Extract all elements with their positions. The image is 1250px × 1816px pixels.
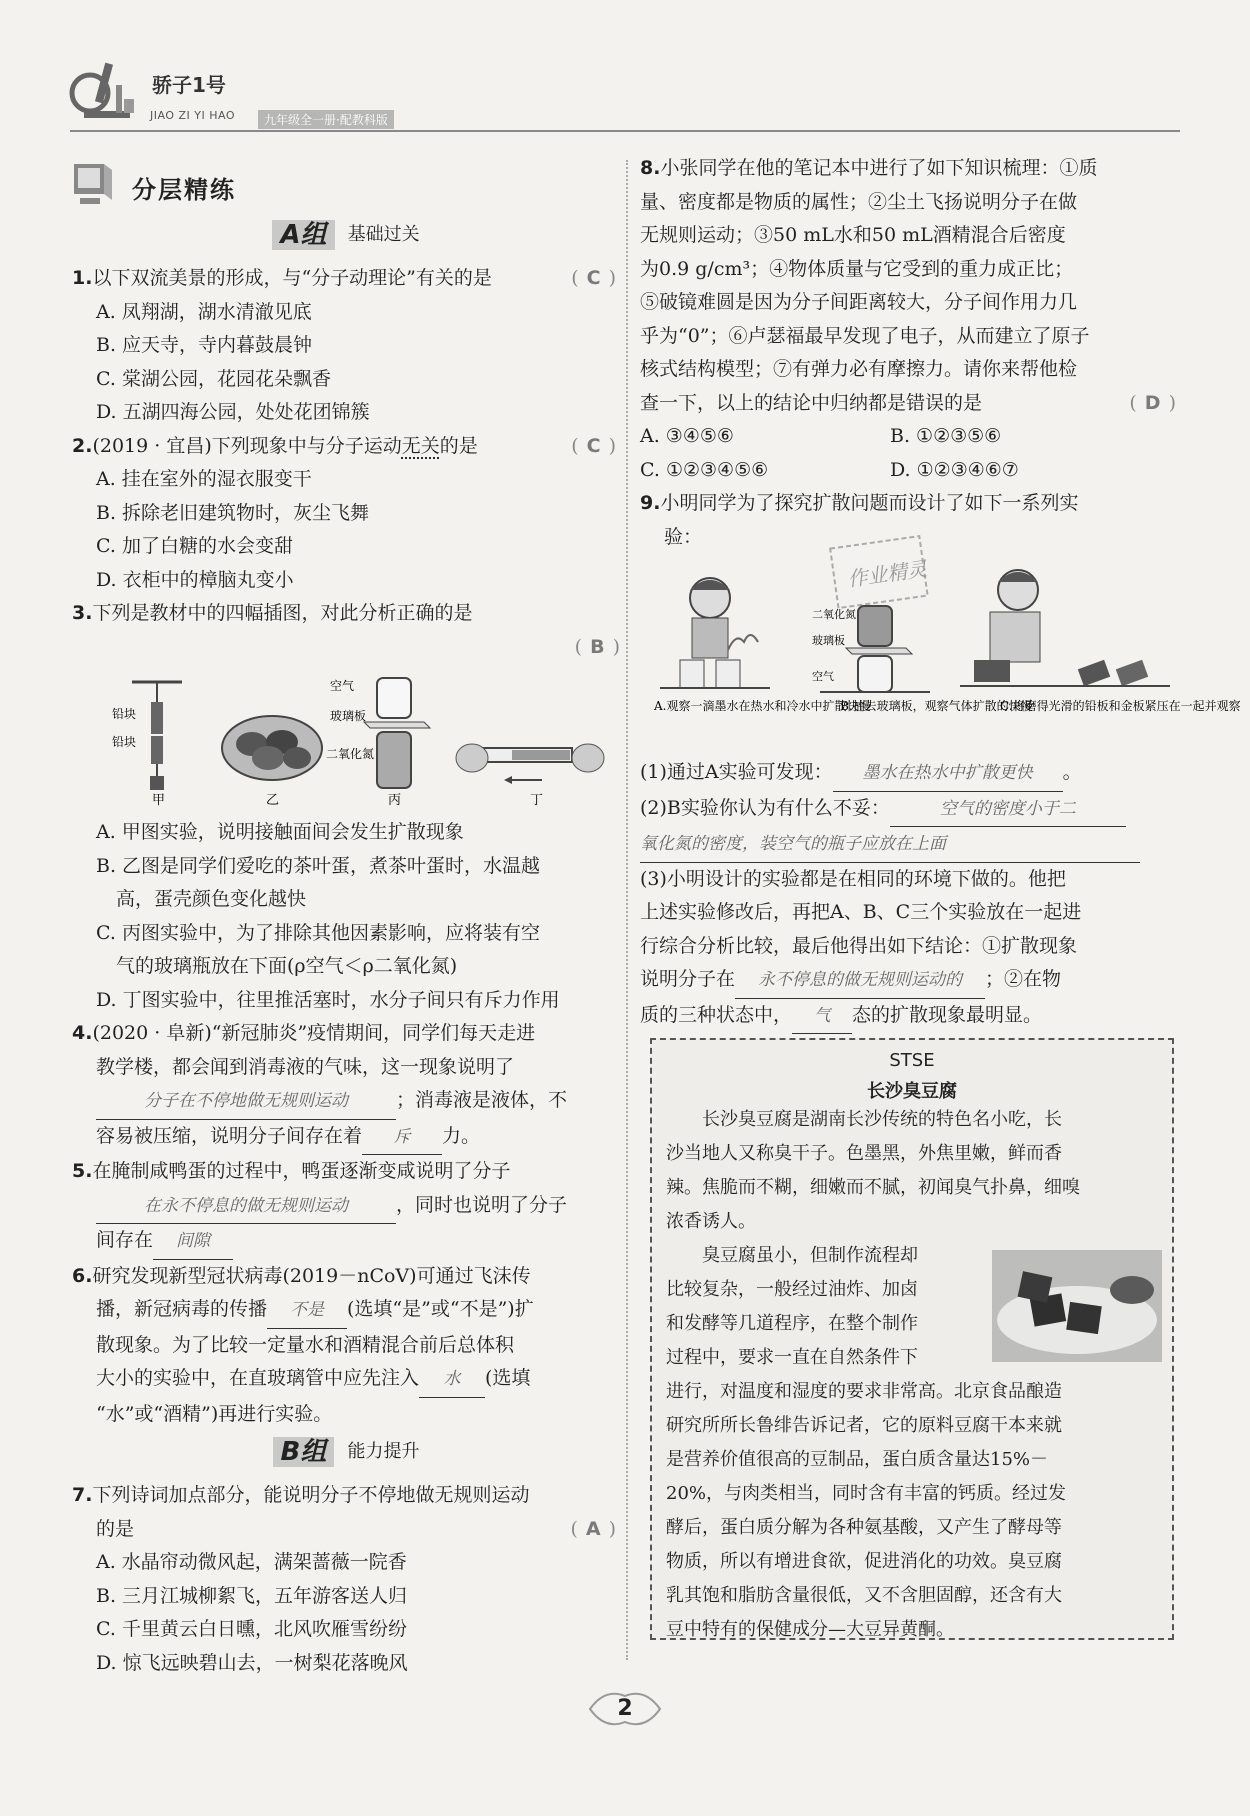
q9-sub3-blank-2: 气 <box>792 1000 852 1035</box>
stse-p2-line-8: 20%，与肉类相当，同时含有丰富的钙质。经过发 <box>666 1483 1067 1504</box>
q5-line-3a: 间存在 <box>96 1229 154 1251</box>
q6-line-3: 散现象。为了比较一定量水和酒精混合前后总体积 <box>96 1333 515 1356</box>
stse-p2-line-9: 酵后，蛋白质分解为各种氨基酸，又产生了酵母等 <box>666 1517 1062 1538</box>
fig-b-label-no2: 二氧化氮 <box>812 608 856 621</box>
q3-option-c-cont: 气的玻璃瓶放在下面(ρ空气＜ρ二氧化氮) <box>116 955 458 977</box>
q6-line-2b: (选填“是”或“不是”)扩 <box>347 1298 534 1320</box>
q8-answer: D <box>1144 391 1161 414</box>
stse-p2-line-12: 豆中特有的保健成分—大豆异黄酮。 <box>666 1619 954 1640</box>
stse-reading-box <box>650 1038 1174 1640</box>
fig-label-glass: 玻璃板 <box>330 709 367 723</box>
q5-answer-blank-2: 间隙 <box>153 1225 233 1260</box>
fig-b-label-air: 空气 <box>812 670 834 683</box>
q2-option-a: A. 挂在室外的湿衣服变干 <box>96 468 312 490</box>
q9-sub1-blank: 墨水在热水中扩散更快 <box>833 757 1063 792</box>
q4-answer-blank-2: 斥 <box>362 1121 442 1156</box>
q8-line-5: ⑤破镜难圆是因为分子间距离较大，分子间作用力几 <box>640 291 1078 313</box>
stse-p2-line-7: 是营养价值很高的豆制品，蛋白质含量达15%－ <box>666 1449 1049 1470</box>
q9-number: 9. <box>640 492 661 514</box>
q3-answer: B <box>590 635 605 658</box>
q9-sub3-line-4b: ；②在物 <box>985 968 1062 990</box>
q4-line-2: 教学楼，都会闻到消毒液的气味，这一现象说明了 <box>96 1055 515 1078</box>
q3-stem: 下列是教材中的四幅插图，对此分析正确的是 <box>92 602 473 624</box>
q7-stem-1: 下列诗词加点部分，能说明分子不停地做无规则运动 <box>92 1484 530 1506</box>
q8-number: 8. <box>640 157 661 179</box>
left-column <box>72 160 620 1680</box>
q9-sub3-line-5b: 态的扩散现象最明显。 <box>852 1003 1043 1026</box>
q7-answer: A <box>585 1517 601 1540</box>
q6-number: 6. <box>72 1264 93 1287</box>
q4-number: 4. <box>72 1022 93 1044</box>
q3-option-d: D. 丁图实验中，往里推活塞时，水分子间只有斥力作用 <box>96 988 560 1011</box>
q8-option-c: C. ①②③④⑤⑥ <box>640 458 769 481</box>
q1-answer: C <box>586 267 601 289</box>
q1-number: 1. <box>72 267 93 289</box>
q8-line-4: 为0.9 g/cm³；④物体质量与它受到的重力成正比； <box>640 257 1074 280</box>
q2-option-c: C. 加了白糖的水会变甜 <box>96 535 293 557</box>
q8-option-a: A. ③④⑤⑥ <box>640 425 734 447</box>
q8-option-b: B. ①②③⑤⑥ <box>890 425 1002 447</box>
stse-label: STSE <box>889 1050 935 1071</box>
stse-p1-line-4: 浓香诱人。 <box>666 1211 756 1232</box>
q6-answer-blank-2: 水 <box>419 1363 485 1398</box>
question-3 <box>72 597 620 1017</box>
q3-figure <box>72 672 620 808</box>
fig-c-boy-plates <box>960 570 1170 686</box>
q9-sub3-line-3: 行综合分析比较，最后他得出如下结论：①扩散现象 <box>640 934 1078 957</box>
fig-caption-a: A.观察一滴墨水在热水和冷水中扩散快慢 <box>654 699 871 713</box>
q4-line-3: ；消毒液是液体，不 <box>396 1089 568 1111</box>
fig-label-jia: 甲 <box>152 793 166 808</box>
fig-label-no2: 二氧化氮 <box>326 747 375 761</box>
fig-label-lead-1: 铅块 <box>112 707 137 721</box>
question-1 <box>72 262 620 430</box>
fig-caption-b: B.抽去玻璃板，观察气体扩散的快慢 <box>840 699 1033 713</box>
q7-option-d: D. 惊飞远映碧山去，一树梨花落晚风 <box>96 1651 408 1674</box>
q1-option-c: C. 棠湖公园，花园花朵飘香 <box>96 367 331 390</box>
q3-option-a: A. 甲图实验，说明接触面间会发生扩散现象 <box>96 821 464 843</box>
q9-sub3-blank-1: 永不停息的做无规则运动的 <box>735 964 985 999</box>
q5-line-1: 在腌制咸鸭蛋的过程中，鸭蛋逐渐变咸说明了分子 <box>92 1160 511 1182</box>
q9-sub2-blank-1: 空气的密度小于二 <box>890 793 1126 828</box>
q2-stem-b: 的是 <box>439 434 478 457</box>
page-header <box>70 55 1180 135</box>
grade-label: 九年级全一册·配教科版 <box>258 110 394 129</box>
group-b-heading <box>72 1437 620 1473</box>
q4-line-4a: 容易被压缩，说明分子间存在着 <box>96 1124 363 1147</box>
q6-line-5: “水”或“酒精”)再进行实验。 <box>96 1402 333 1425</box>
q7-answer-bracket: ( A ) <box>570 1517 616 1540</box>
q8-line-7: 核式结构模型；⑦有弹力必有摩擦力。请你来帮他检 <box>640 358 1078 380</box>
question-4 <box>72 1017 620 1155</box>
stse-p1-line-1: 长沙臭豆腐是湖南长沙传统的特色名小吃，长 <box>702 1109 1062 1130</box>
q3-option-b-cont: 高，蛋壳颜色变化越快 <box>116 888 307 910</box>
section-header <box>72 160 620 214</box>
brand-name: 骄子1号 <box>152 73 226 97</box>
q3-option-b: B. 乙图是同学们爱吃的茶叶蛋，煮茶叶蛋时，水温越 <box>96 854 541 877</box>
q9-figure <box>640 556 1241 746</box>
fig-label-yi: 乙 <box>266 793 280 808</box>
q1-option-a: A. 凤翔湖，湖水清澈见底 <box>96 300 312 323</box>
q2-stem-emphasis: 无关 <box>401 434 440 457</box>
fig-jia-lead-blocks <box>132 682 182 790</box>
q9-sub3-line-5a: 质的三种状态中， <box>640 1003 793 1026</box>
fig-caption-c: C.将磨得光滑的铅板和金板紧压在一起并观察 <box>1000 699 1241 713</box>
q7-stem-2: 的是 <box>96 1517 135 1540</box>
stse-p2-line-4: 过程中，要求一直在自然条件下 <box>666 1347 918 1368</box>
q8-line-6: 乎为“0”；⑥卢瑟福最早发现了电子，从而建立了原子 <box>640 324 1090 347</box>
q4-line-1: (2020 · 阜新)“新冠肺炎”疫情期间，同学们每天走进 <box>92 1022 536 1044</box>
right-column <box>640 152 1241 1034</box>
group-a-subtitle: 基础过关 <box>347 224 420 245</box>
q5-line-2: ，同时也说明了分子 <box>396 1193 568 1216</box>
question-2 <box>72 430 620 598</box>
fig-ding-syringe <box>456 744 604 784</box>
q2-answer-bracket: ( C ) <box>571 434 616 457</box>
fig-label-ding: 丁 <box>530 793 544 808</box>
q1-stem: 以下双流美景的形成，与“分子动理论”有关的是 <box>92 267 492 289</box>
fig-a-boy-beakers <box>660 578 770 688</box>
q4-line-4b: 力。 <box>442 1124 481 1147</box>
q9-sub3-line-1: (3)小明设计的实验都是在相同的环境下做的。他把 <box>640 867 1066 890</box>
stse-p2-line-10: 物质，所以有增进食欲，促进消化的功效。臭豆腐 <box>666 1551 1062 1572</box>
q8-line-8: 查一下，以上的结论中归纳都是错误的是 <box>640 391 983 414</box>
q9-sub2-blank-2: 氧化氮的密度，装空气的瓶子应放在上面 <box>640 828 1140 863</box>
q7-number: 7. <box>72 1484 93 1506</box>
stse-p2-line-1: 臭豆腐虽小，但制作流程却 <box>702 1245 918 1266</box>
q8-option-d: D. ①②③④⑥⑦ <box>890 458 1019 481</box>
q9-sub3-line-2: 上述实验修改后，再把A、B、C三个实验放在一起进 <box>640 901 1082 923</box>
group-b-subtitle: 能力提升 <box>347 1441 420 1462</box>
fig-yi-tea-eggs <box>222 716 322 780</box>
q3-number: 3. <box>72 602 93 624</box>
q1-answer-bracket: ( C ) <box>571 267 616 289</box>
fig-label-lead-2: 铅块 <box>112 735 137 749</box>
q8-line-2: 量、密度都是物质的属性；②尘土飞扬说明分子在做 <box>640 190 1078 213</box>
microscope-logo-icon <box>70 55 140 127</box>
stse-p2-line-5: 进行，对温度和湿度的要求非常高。北京食品酿造 <box>666 1381 1062 1402</box>
stinky-tofu-photo <box>992 1250 1162 1362</box>
q5-number: 5. <box>72 1160 93 1182</box>
question-7 <box>72 1479 620 1680</box>
q2-option-b: B. 拆除老旧建筑物时，灰尘飞舞 <box>96 501 370 524</box>
section-title: 分层精练 <box>132 176 236 204</box>
group-a-heading <box>72 220 620 256</box>
stse-p2-line-2: 比较复杂，一般经过油炸、加卤 <box>666 1279 918 1300</box>
fig-bing-gas-jars <box>364 678 430 788</box>
q7-option-a: A. 水晶帘动微风起，满架蔷薇一院香 <box>96 1551 407 1573</box>
q7-option-b: B. 三月江城柳絮飞，五年游客送人归 <box>96 1584 408 1607</box>
q2-number: 2. <box>72 434 93 457</box>
fig-b-label-glass: 玻璃板 <box>812 634 845 647</box>
question-6 <box>72 1260 620 1432</box>
q3-option-c: C. 丙图实验中，为了排除其他因素影响，应将装有空 <box>96 921 540 944</box>
q4-answer-blank-1: 分子在不停地做无规则运动 <box>96 1085 396 1120</box>
stamp-text: 作业精灵 <box>845 556 929 592</box>
question-9 <box>640 487 1241 1034</box>
fig-label-air: 空气 <box>330 679 355 693</box>
q8-line-1: 小张同学在他的笔记本中进行了如下知识梳理：①质 <box>660 157 1098 179</box>
stse-p1-line-2: 沙当地人又称臭干子。色墨黑，外焦里嫩，鲜而香 <box>666 1143 1062 1164</box>
question-8 <box>640 152 1180 487</box>
q9-line-1: 小明同学为了探究扩散问题而设计了如下一系列实 <box>660 492 1079 514</box>
q6-line-1: 研究发现新型冠状病毒(2019－nCoV)可通过飞沫传 <box>92 1264 531 1287</box>
q1-option-d: D. 五湖四海公园，处处花团锦簇 <box>96 401 370 423</box>
stse-p1-line-3: 辣。焦脆而不糊，细嫩而不腻，初闻臭气扑鼻，细嗅 <box>666 1177 1080 1198</box>
q5-answer-blank-1: 在永不停息的做无规则运动 <box>96 1190 396 1225</box>
q9-sub1-b: 。 <box>1062 761 1082 783</box>
q2-answer: C <box>586 434 601 457</box>
column-divider <box>626 160 628 1660</box>
q9-sub1-a: (1)通过A实验可发现： <box>640 761 833 783</box>
q1-option-b: B. 应天寺，寺内暮鼓晨钟 <box>96 334 313 356</box>
fig-label-bing: 丙 <box>388 793 402 808</box>
q3-answer-bracket: ( B ) <box>574 635 620 658</box>
q9-sub2-a: (2)B实验你认为有什么不妥： <box>640 796 890 819</box>
stse-p2-line-11: 乳其饱和脂肪含量很低，又不含胆固醇，还含有大 <box>666 1585 1062 1606</box>
q8-answer-bracket: ( D ) <box>1129 391 1176 414</box>
stse-p2-line-6: 研究所所长鲁绯告诉记者，它的原料豆腐干本来就 <box>666 1415 1062 1436</box>
brand-pinyin: JIAO ZI YI HAO <box>150 109 235 122</box>
q6-line-4b: (选填 <box>485 1367 531 1389</box>
q9-line-2: 验： <box>664 525 703 548</box>
q9-sub3-line-4a: 说明分子在 <box>640 968 736 990</box>
page-number: 2 <box>617 1696 633 1721</box>
q2-stem-a: (2019 · 宜昌)下列现象中与分子运动 <box>92 434 402 457</box>
q6-answer-blank-1: 不是 <box>267 1294 347 1329</box>
stse-p2-line-3: 和发酵等几道程序，在整个制作 <box>666 1313 918 1334</box>
monitor-icon <box>72 160 114 208</box>
group-b-tag: B组 <box>273 1437 335 1467</box>
stse-title: 长沙臭豆腐 <box>867 1081 957 1102</box>
group-a-tag: A组 <box>272 220 334 250</box>
q8-line-3: 无规则运动；③50 mL水和50 mL酒精混合后密度 <box>640 224 1066 246</box>
question-5 <box>72 1155 620 1260</box>
header-rule <box>70 130 1180 132</box>
q6-line-2a: 播，新冠病毒的传播 <box>96 1298 268 1320</box>
q7-option-c: C. 千里黄云白日曛，北风吹雁雪纷纷 <box>96 1618 407 1640</box>
q2-option-d: D. 衣柜中的樟脑丸变小 <box>96 568 294 591</box>
q6-line-4a: 大小的实验中，在直玻璃管中应先注入 <box>96 1367 420 1389</box>
